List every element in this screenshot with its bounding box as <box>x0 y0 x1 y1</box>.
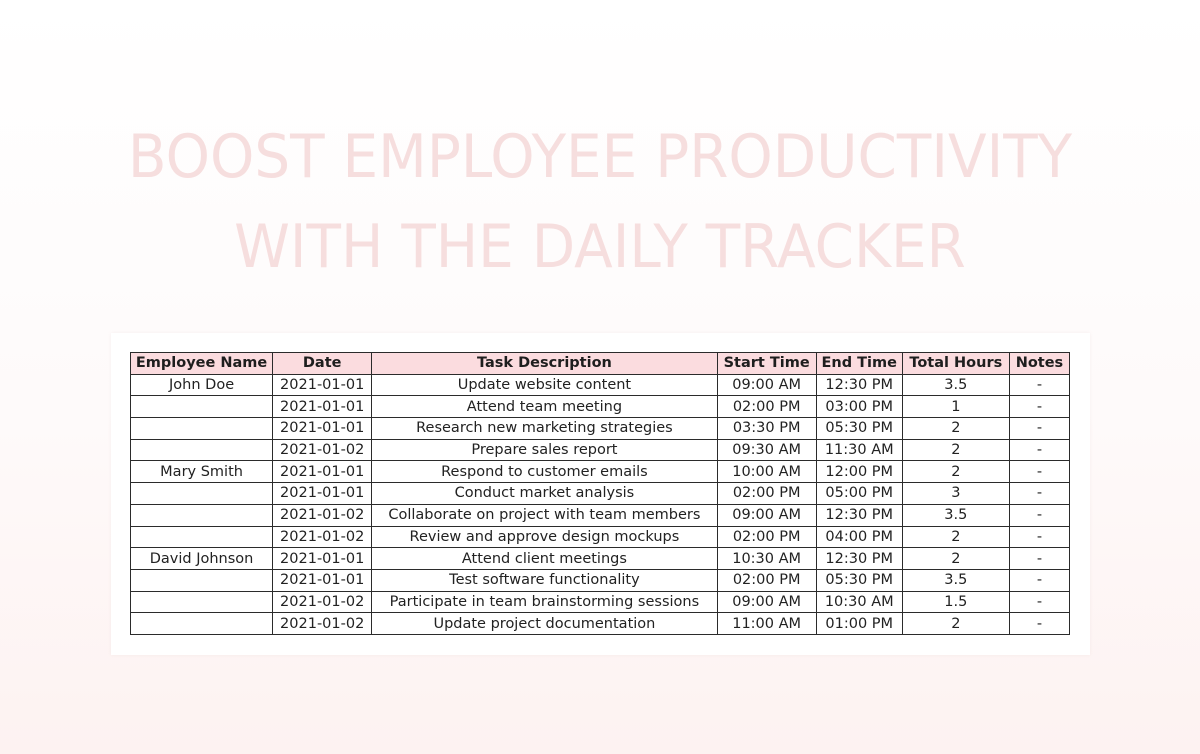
employee-name-cell <box>131 396 273 418</box>
task-description-cell: Conduct market analysis <box>372 483 717 505</box>
total-hours-cell: 1.5 <box>902 591 1009 613</box>
date-cell: 2021-01-02 <box>273 526 372 548</box>
column-header-total-hours: Total Hours <box>902 353 1009 375</box>
end-time-cell: 05:30 PM <box>816 569 902 591</box>
start-time-cell: 02:00 PM <box>717 483 816 505</box>
notes-cell: - <box>1009 483 1069 505</box>
employee-name-cell: Mary Smith <box>131 461 273 483</box>
table-row <box>131 613 1070 635</box>
total-hours-cell: 1 <box>902 396 1009 418</box>
table-row <box>131 396 1070 418</box>
date-cell: 2021-01-02 <box>273 504 372 526</box>
notes-cell: - <box>1009 504 1069 526</box>
table-row <box>131 591 1070 613</box>
table-row <box>131 504 1070 526</box>
notes-cell: - <box>1009 418 1069 440</box>
end-time-cell: 03:00 PM <box>816 396 902 418</box>
table-row <box>131 461 1070 483</box>
task-description-cell: Attend team meeting <box>372 396 717 418</box>
start-time-cell: 10:30 AM <box>717 548 816 570</box>
notes-cell: - <box>1009 591 1069 613</box>
notes-cell: - <box>1009 526 1069 548</box>
total-hours-cell: 2 <box>902 613 1009 635</box>
productivity-table <box>130 352 1070 635</box>
date-cell: 2021-01-02 <box>273 439 372 461</box>
table-body <box>131 374 1070 634</box>
notes-cell: - <box>1009 569 1069 591</box>
column-header-employee-name: Employee Name <box>131 353 273 375</box>
task-description-cell: Collaborate on project with team members <box>372 504 717 526</box>
task-description-cell: Research new marketing strategies <box>372 418 717 440</box>
title-line-2: WITH THE DAILY TRACKER <box>234 212 966 282</box>
date-cell: 2021-01-02 <box>273 591 372 613</box>
end-time-cell: 05:30 PM <box>816 418 902 440</box>
date-cell: 2021-01-01 <box>273 548 372 570</box>
task-description-cell: Respond to customer emails <box>372 461 717 483</box>
start-time-cell: 09:00 AM <box>717 591 816 613</box>
end-time-cell: 12:30 PM <box>816 504 902 526</box>
notes-cell: - <box>1009 374 1069 396</box>
date-cell: 2021-01-01 <box>273 396 372 418</box>
date-cell: 2021-01-01 <box>273 418 372 440</box>
column-header-task-description: Task Description <box>372 353 717 375</box>
end-time-cell: 12:00 PM <box>816 461 902 483</box>
total-hours-cell: 2 <box>902 461 1009 483</box>
task-description-cell: Review and approve design mockups <box>372 526 717 548</box>
task-description-cell: Update project documentation <box>372 613 717 635</box>
end-time-cell: 04:00 PM <box>816 526 902 548</box>
start-time-cell: 02:00 PM <box>717 526 816 548</box>
notes-cell: - <box>1009 548 1069 570</box>
table-row <box>131 526 1070 548</box>
total-hours-cell: 2 <box>902 439 1009 461</box>
notes-cell: - <box>1009 396 1069 418</box>
start-time-cell: 03:30 PM <box>717 418 816 440</box>
employee-name-cell: David Johnson <box>131 548 273 570</box>
employee-name-cell <box>131 613 273 635</box>
task-description-cell: Test software functionality <box>372 569 717 591</box>
total-hours-cell: 2 <box>902 548 1009 570</box>
title-line-1: BOOST EMPLOYEE PRODUCTIVITY <box>127 122 1073 192</box>
employee-name-cell <box>131 526 273 548</box>
table-row <box>131 569 1070 591</box>
table-row <box>131 483 1070 505</box>
end-time-cell: 11:30 AM <box>816 439 902 461</box>
date-cell: 2021-01-01 <box>273 461 372 483</box>
page-title <box>36 112 1164 292</box>
start-time-cell: 09:00 AM <box>717 504 816 526</box>
employee-name-cell: John Doe <box>131 374 273 396</box>
column-header-notes: Notes <box>1009 353 1069 375</box>
notes-cell: - <box>1009 613 1069 635</box>
date-cell: 2021-01-01 <box>273 374 372 396</box>
start-time-cell: 02:00 PM <box>717 569 816 591</box>
start-time-cell: 10:00 AM <box>717 461 816 483</box>
date-cell: 2021-01-02 <box>273 613 372 635</box>
start-time-cell: 02:00 PM <box>717 396 816 418</box>
task-description-cell: Prepare sales report <box>372 439 717 461</box>
employee-name-cell <box>131 569 273 591</box>
employee-name-cell <box>131 504 273 526</box>
start-time-cell: 09:30 AM <box>717 439 816 461</box>
total-hours-cell: 3.5 <box>902 569 1009 591</box>
employee-name-cell <box>131 418 273 440</box>
total-hours-cell: 2 <box>902 526 1009 548</box>
date-cell: 2021-01-01 <box>273 569 372 591</box>
notes-cell: - <box>1009 461 1069 483</box>
end-time-cell: 10:30 AM <box>816 591 902 613</box>
date-cell: 2021-01-01 <box>273 483 372 505</box>
start-time-cell: 09:00 AM <box>717 374 816 396</box>
column-header-start-time: Start Time <box>717 353 816 375</box>
employee-name-cell <box>131 439 273 461</box>
start-time-cell: 11:00 AM <box>717 613 816 635</box>
total-hours-cell: 3.5 <box>902 504 1009 526</box>
task-description-cell: Participate in team brainstorming sessions <box>372 591 717 613</box>
total-hours-cell: 3.5 <box>902 374 1009 396</box>
task-description-cell: Attend client meetings <box>372 548 717 570</box>
notes-cell: - <box>1009 439 1069 461</box>
column-header-date: Date <box>273 353 372 375</box>
end-time-cell: 05:00 PM <box>816 483 902 505</box>
task-description-cell: Update website content <box>372 374 717 396</box>
total-hours-cell: 2 <box>902 418 1009 440</box>
end-time-cell: 01:00 PM <box>816 613 902 635</box>
employee-name-cell <box>131 591 273 613</box>
end-time-cell: 12:30 PM <box>816 548 902 570</box>
table-header-row <box>131 353 1070 375</box>
table-row <box>131 418 1070 440</box>
total-hours-cell: 3 <box>902 483 1009 505</box>
table-row <box>131 439 1070 461</box>
table-row <box>131 548 1070 570</box>
column-header-end-time: End Time <box>816 353 902 375</box>
employee-name-cell <box>131 483 273 505</box>
table-row <box>131 374 1070 396</box>
end-time-cell: 12:30 PM <box>816 374 902 396</box>
